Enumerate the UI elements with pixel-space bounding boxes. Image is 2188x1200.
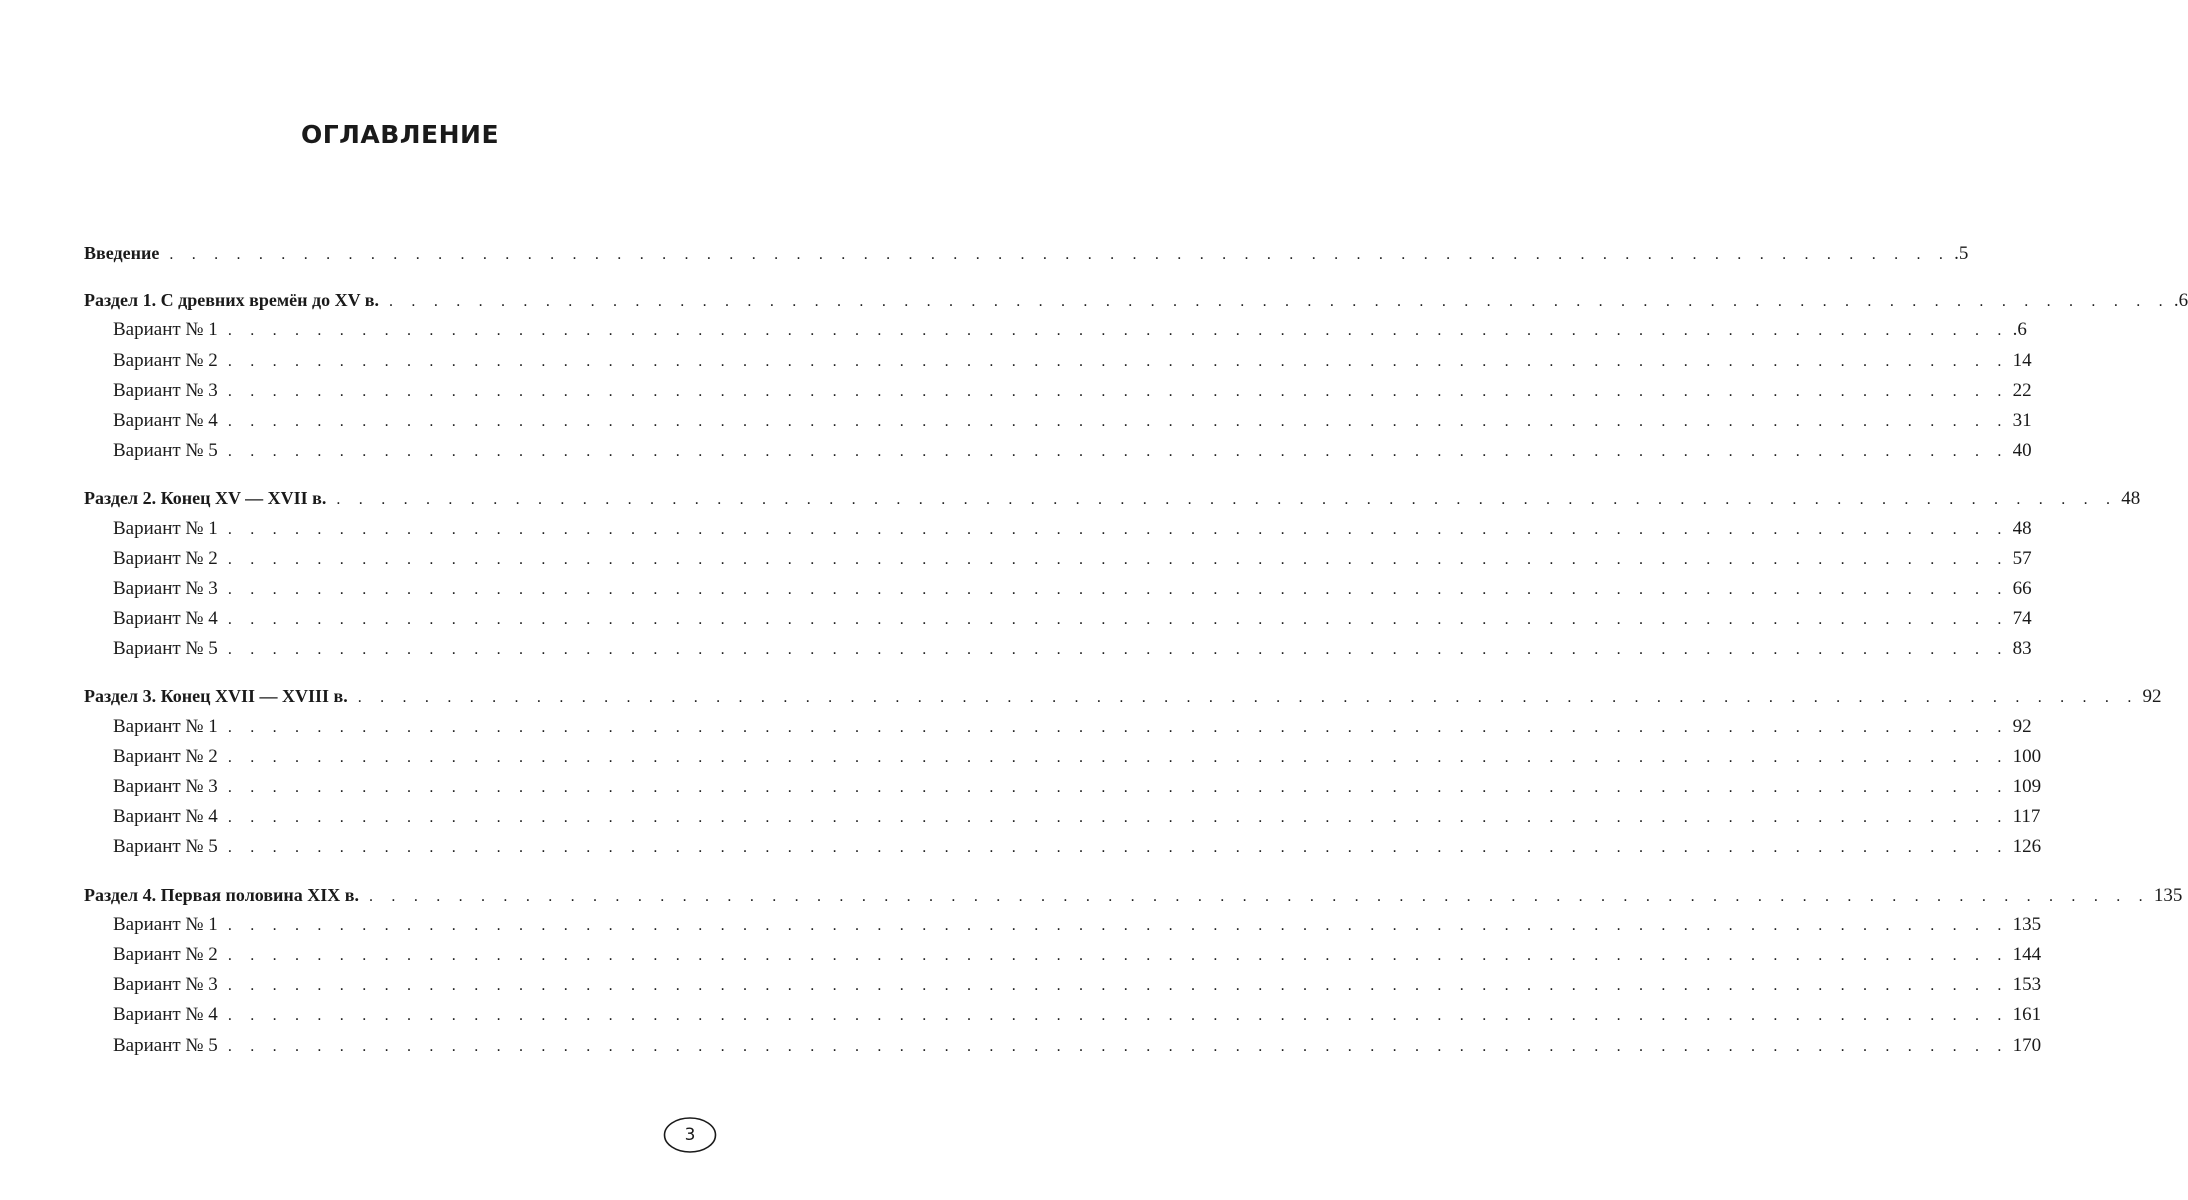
toc-entry-page: 109 [2012,776,2042,797]
toc-entry[interactable] [84,376,2032,406]
toc-entry[interactable] [84,634,2032,664]
page-number-badge [663,1116,717,1154]
toc-entry-label: Вариант № 3 [113,776,218,797]
toc-entry-page: 117 [2012,806,2041,828]
dot-leader: . . . . . . . . . . . . . . . . . . . . . . . . . . . . . . . . . . . . . . . . . . . . . . . . . . . . . . . . . . . . . . . . . . . . . . . . . . . . . . . . [227,412,2009,430]
toc-entry-page: 153 [2012,974,2042,996]
toc-entry[interactable] [84,772,2042,802]
dot-leader: . . . . . . . . . . . . . . . . . . . . . . . . . . . . . . . . . . . . . . . . . . . . . . . . . . . . . . . . . . . . . . . . . . . . . . . . . . . . . . . . [357,689,2139,707]
dot-leader: . . . . . . . . . . . . . . . . . . . . . . . . . . . . . . . . . . . . . . . . . . . . . . . . . . . . . . . . . . . . . . . . . . . . . . . . . . . . . . . . [369,887,2150,905]
toc-entry-label: Вариант № 4 [113,409,218,431]
toc-entry-label: Вариант № 1 [113,715,218,737]
toc-entry-label: Вариант № 1 [113,913,218,935]
dot-leader: . . . . . . . . . . . . . . . . . . . . . . . . . . . . . . . . . . . . . . . . . . . . . . . . . . . . . . . . . . . . . . . . . . . . . . . . . . . . . . . . [227,809,2009,827]
toc-entry-label: Вариант № 4 [113,608,218,630]
toc-entry-page: 74 [2012,608,2032,630]
toc-entry-page: 170 [2012,1034,2042,1056]
dot-leader: . . . . . . . . . . . . . . . . . . . . . . . . . . . . . . . . . . . . . . . . . . . . . . . . . . . . . . . . . . . . . . . . . . . . . . . . . . . . . . . . [227,520,2009,538]
toc-heading-page: .6 [2173,290,2188,312]
toc-entry[interactable] [84,802,2041,832]
dot-leader: . . . . . . . . . . . . . . . . . . . . . . . . . . . . . . . . . . . . . . . . . . . . . . . . . . . . . . . . . . . . . . . . . . . . . . . . . . . . . . . . [227,611,2009,629]
dot-leader: . . . . . . . . . . . . . . . . . . . . . . . . . . . . . . . . . . . . . . . . . . . . . . . . . . . . . . . . . . . . . . . . . . . . . . . . . . . . . . . . [169,246,1951,263]
dot-leader: . . . . . . . . . . . . . . . . . . . . . . . . . . . . . . . . . . . . . . . . . . . . . . . . . . . . . . . . . . . . . . . . . . . . . . . . . . . . . . . . [227,779,2009,796]
toc-entry[interactable] [84,574,2032,604]
toc-heading[interactable] [84,483,2141,513]
toc-entry-page: 57 [2012,547,2032,569]
toc-entry-label: Вариант № 1 [113,517,218,539]
toc-heading-label: Раздел 3. Конец XVII — XVIII в. [84,686,348,707]
dot-leader: . . . . . . . . . . . . . . . . . . . . . . . . . . . . . . . . . . . . . . . . . . . . . . . . . . . . . . . . . . . . . . . . . . . . . . . . . . . . . . . . [227,946,2009,964]
toc-entry-page: 126 [2012,836,2042,858]
dot-leader: . . . . . . . . . . . . . . . . . . . . . . . . . . . . . . . . . . . . . . . . . . . . . . . . . . . . . . . . . . . . . . . . . . . . . . . . . . . . . . . . [227,916,2009,934]
toc-entry-label: Вариант № 3 [113,974,218,996]
toc-entry[interactable] [84,832,2042,862]
toc-heading-label: Раздел 1. С древних времён до XV в. [84,290,380,311]
toc-section [84,238,1969,268]
dot-leader: . . . . . . . . . . . . . . . . . . . . . . . . . . . . . . . . . . . . . . . . . . . . . . . . . . . . . . . . . . . . . . . . . . . . . . . . . . . . . . . . [227,443,2009,461]
toc-entry[interactable] [84,604,2032,634]
toc-entry[interactable] [84,346,2032,376]
toc-heading-label: Раздел 2. Конец XV — XVII в. [84,488,327,509]
toc-heading[interactable] [84,681,2162,711]
page-title: ОГЛАВЛЕНИЕ [300,120,500,149]
toc-entry-label: Вариант № 2 [113,349,218,371]
toc-entry[interactable] [84,910,2042,940]
dot-leader: . . . . . . . . . . . . . . . . . . . . . . . . . . . . . . . . . . . . . . . . . . . . . . . . . . . . . . . . . . . . . . . . . . . . . . . . . . . . . . . . [227,580,2009,598]
toc-heading-page: 135 [2153,884,2183,906]
dot-leader: . . . . . . . . . . . . . . . . . . . . . . . . . . . . . . . . . . . . . . . . . . . . . . . . . . . . . . . . . . . . . . . . . . . . . . . . . . . . . . . . [227,977,2009,995]
toc-entry-label: Вариант № 2 [113,745,218,767]
toc-entry-page: 161 [2012,1004,2042,1026]
toc-heading-label: Раздел 4. Первая половина XIX в. [84,884,360,905]
toc-entry-label: Вариант № 5 [113,836,218,858]
toc-section [84,681,2162,862]
toc-entry[interactable] [84,712,2032,742]
dot-leader: . . . . . . . . . . . . . . . . . . . . . . . . . . . . . . . . . . . . . . . . . . . . . . . . . . . . . . . . . . . . . . . . . . . . . . . . . . . . . . . . [227,352,2009,370]
toc-entry[interactable] [84,1000,2042,1030]
toc-entry[interactable] [84,940,2042,970]
table-of-contents [84,238,2188,1078]
toc-entry-page: 92 [2012,715,2032,737]
dot-leader: . . . . . . . . . . . . . . . . . . . . . . . . . . . . . . . . . . . . . . . . . . . . . . . . . . . . . . . . . . . . . . . . . . . . . . . . . . . . . . . . [227,839,2009,857]
dot-leader: . . . . . . . . . . . . . . . . . . . . . . . . . . . . . . . . . . . . . . . . . . . . . . . . . . . . . . . . . . . . . . . . . . . . . . . . . . . . . . . . [227,322,2009,340]
toc-entry-page: 48 [2012,517,2032,539]
toc-entry-label: Вариант № 2 [113,547,218,569]
dot-leader: . . . . . . . . . . . . . . . . . . . . . . . . . . . . . . . . . . . . . . . . . . . . . . . . . . . . . . . . . . . . . . . . . . . . . . . . . . . . . . . . [227,550,2009,568]
toc-heading[interactable] [84,880,2183,910]
dot-leader: . . . . . . . . . . . . . . . . . . . . . . . . . . . . . . . . . . . . . . . . . . . . . . . . . . . . . . . . . . . . . . . . . . . . . . . . . . . . . . . . [227,1037,2009,1055]
toc-entry-page: 66 [2012,577,2032,599]
toc-entry[interactable] [84,970,2042,1000]
toc-entry-label: Вариант № 1 [113,319,218,341]
toc-entry-page: 22 [2012,379,2032,401]
toc-section [84,285,2188,466]
toc-entry-label: Вариант № 4 [113,1004,218,1026]
toc-entry-label: Вариант № 3 [113,379,218,401]
toc-entry-page: 83 [2012,638,2032,660]
toc-heading-page: 48 [2121,488,2141,510]
toc-entry-page: 135 [2012,913,2042,935]
toc-section [84,880,2183,1061]
toc-entry-page: 40 [2012,440,2032,462]
toc-entry-label: Вариант № 4 [113,806,218,828]
dot-leader: . . . . . . . . . . . . . . . . . . . . . . . . . . . . . . . . . . . . . . . . . . . . . . . . . . . . . . . . . . . . . . . . . . . . . . . . . . . . . . . . [227,748,2009,766]
toc-heading[interactable] [84,238,1969,268]
toc-entry-page: .6 [2012,319,2027,341]
toc-entry[interactable] [84,742,2042,772]
toc-entry-page: 31 [2012,409,2032,431]
dot-leader: . . . . . . . . . . . . . . . . . . . . . . . . . . . . . . . . . . . . . . . . . . . . . . . . . . . . . . . . . . . . . . . . . . . . . . . . . . . . . . . . [227,382,2009,400]
toc-entry-label: Вариант № 3 [113,577,218,599]
toc-entry-page: 100 [2012,745,2042,767]
toc-entry-page: 14 [2012,349,2032,371]
toc-entry[interactable] [84,544,2032,574]
toc-entry[interactable] [84,315,2027,345]
toc-heading-label: Введение [84,243,160,263]
dot-leader: . . . . . . . . . . . . . . . . . . . . . . . . . . . . . . . . . . . . . . . . . . . . . . . . . . . . . . . . . . . . . . . . . . . . . . . . . . . . . . . . [227,641,2009,659]
toc-entry-label: Вариант № 5 [113,440,218,462]
dot-leader: . . . . . . . . . . . . . . . . . . . . . . . . . . . . . . . . . . . . . . . . . . . . . . . . . . . . . . . . . . . . . . . . . . . . . . . . . . . . . . . . [227,1007,2009,1025]
page-number: 3 [684,1125,696,1145]
toc-entry[interactable] [84,406,2032,436]
toc-entry[interactable] [84,436,2032,466]
toc-heading-page: 92 [2142,686,2162,708]
toc-heading[interactable] [84,285,2188,315]
dot-leader: . . . . . . . . . . . . . . . . . . . . . . . . . . . . . . . . . . . . . . . . . . . . . . . . . . . . . . . . . . . . . . . . . . . . . . . . . . . . . . . . [227,718,2009,736]
dot-leader: . . . . . . . . . . . . . . . . . . . . . . . . . . . . . . . . . . . . . . . . . . . . . . . . . . . . . . . . . . . . . . . . . . . . . . . . . . . . . . . . [336,491,2118,509]
toc-heading-page: .5 [1954,243,1969,264]
toc-entry-label: Вариант № 2 [113,943,218,965]
toc-entry-label: Вариант № 5 [113,1034,218,1056]
dot-leader: . . . . . . . . . . . . . . . . . . . . . . . . . . . . . . . . . . . . . . . . . . . . . . . . . . . . . . . . . . . . . . . . . . . . . . . . . . . . . . . . [389,293,2170,311]
toc-section [84,483,2141,664]
toc-entry-page: 144 [2012,943,2042,965]
toc-entry-label: Вариант № 5 [113,638,218,660]
toc-entry[interactable] [84,1031,2042,1061]
toc-entry[interactable] [84,514,2032,544]
